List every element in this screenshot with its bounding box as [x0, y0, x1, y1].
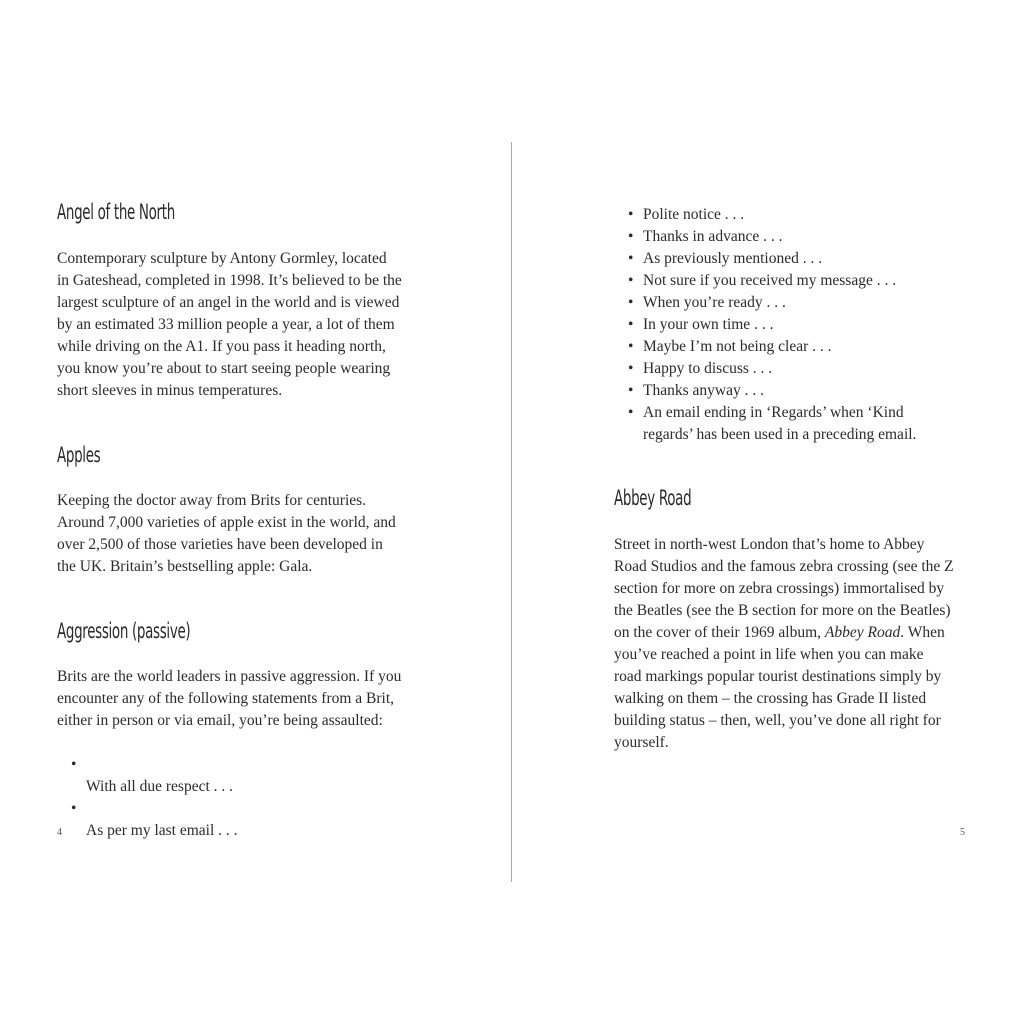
left-bullet-list: [57, 754, 417, 842]
heading-angel-of-the-north: Angel of the North: [57, 200, 175, 224]
bullet-marker: •: [628, 338, 634, 355]
paragraph-angel-of-the-north: Contemporary sculpture by Antony Gormley, located in Gateshead, completed in 1998. It’s believed to be the largest sculpture of an angel in the world and is viewed by an estimated 33 million people a year, a lot of them while driving on the A1. If you pass it heading north, you know you’re about to start seeing people wearing short sleeves in minus temperatures.: [57, 250, 402, 399]
list-item-text: With all due respect . . .: [86, 778, 234, 795]
list-item-text: When you’re ready . . .: [643, 294, 786, 311]
page-gutter-divider: [511, 142, 512, 882]
list-item-text: Thanks in advance . . .: [643, 228, 783, 245]
list-item: [614, 204, 969, 226]
bullet-marker: •: [628, 316, 634, 333]
bullet-marker: •: [628, 294, 634, 311]
bullet-marker: •: [628, 382, 634, 399]
list-item: [614, 248, 969, 270]
list-item-text: Not sure if you received my message . . .: [643, 272, 897, 289]
list-item: [614, 226, 969, 248]
right-bullet-list: [614, 204, 969, 446]
list-item-text: Happy to discuss . . .: [643, 360, 773, 377]
list-item-text: Maybe I’m not being clear . . .: [643, 338, 832, 355]
list-item: [57, 798, 417, 842]
paragraph-text-before-title: Street in north-west London that’s home to Abbey Road Studios and the famous zebra crossing (see the Z section for more on zebra crossings) immortalised by the Beatles (see the B section for more on the Beatles) on the cover of their 1969 album,: [614, 536, 954, 641]
list-item-text: Polite notice . . .: [643, 206, 745, 223]
list-item: [614, 270, 969, 292]
left-page: [57, 0, 417, 1024]
album-title: Abbey Road: [824, 624, 901, 641]
list-item: [57, 754, 417, 798]
list-item-text: As per my last email . . .: [86, 822, 238, 839]
list-item: [614, 380, 969, 402]
bullet-marker: •: [628, 228, 634, 245]
bullet-marker: •: [628, 360, 634, 377]
bullet-marker: •: [628, 272, 634, 289]
bullet-marker: •: [628, 250, 634, 267]
heading-apples: Apples: [57, 443, 101, 467]
list-item-text: An email ending in ‘Regards’ when ‘Kind regards’ has been used in a preceding email.: [643, 404, 917, 443]
paragraph-aggression-passive: Brits are the world leaders in passive aggression. If you encounter any of the following statements from a Brit, either in person or via email, you’re being assaulted:: [57, 668, 402, 729]
list-item-text: In your own time . . .: [643, 316, 774, 333]
list-item: [614, 358, 969, 380]
paragraph-abbey-road: [614, 534, 974, 754]
bullet-marker: •: [71, 800, 77, 817]
list-item: [614, 336, 969, 358]
bullet-marker: •: [71, 756, 77, 773]
heading-abbey-road: Abbey Road: [614, 486, 692, 510]
list-item: [614, 402, 969, 446]
paragraph-text-after-title: . When you’ve reached a point in life when you can make road markings popular tourist destinations simply by walking on them – the crossing has Grade II listed building status – then, well, you’ve done all right for yourself.: [614, 624, 945, 751]
bullet-marker: •: [628, 404, 634, 421]
list-item-text: Thanks anyway . . .: [643, 382, 764, 399]
bullet-marker: •: [628, 206, 634, 223]
paragraph-apples: Keeping the doctor away from Brits for centuries. Around 7,000 varieties of apple exist in the world, and over 2,500 of those varieties have been developed in the UK. Britain’s bestselling apple: Gala.: [57, 492, 396, 575]
list-item: [614, 292, 969, 314]
right-page: [614, 0, 969, 1024]
heading-aggression-passive: Aggression (passive): [57, 619, 191, 643]
list-item-text: As previously mentioned . . .: [643, 250, 823, 267]
list-item: [614, 314, 969, 336]
page-number-right: 5: [960, 827, 965, 838]
page-number-left: 4: [57, 827, 62, 838]
